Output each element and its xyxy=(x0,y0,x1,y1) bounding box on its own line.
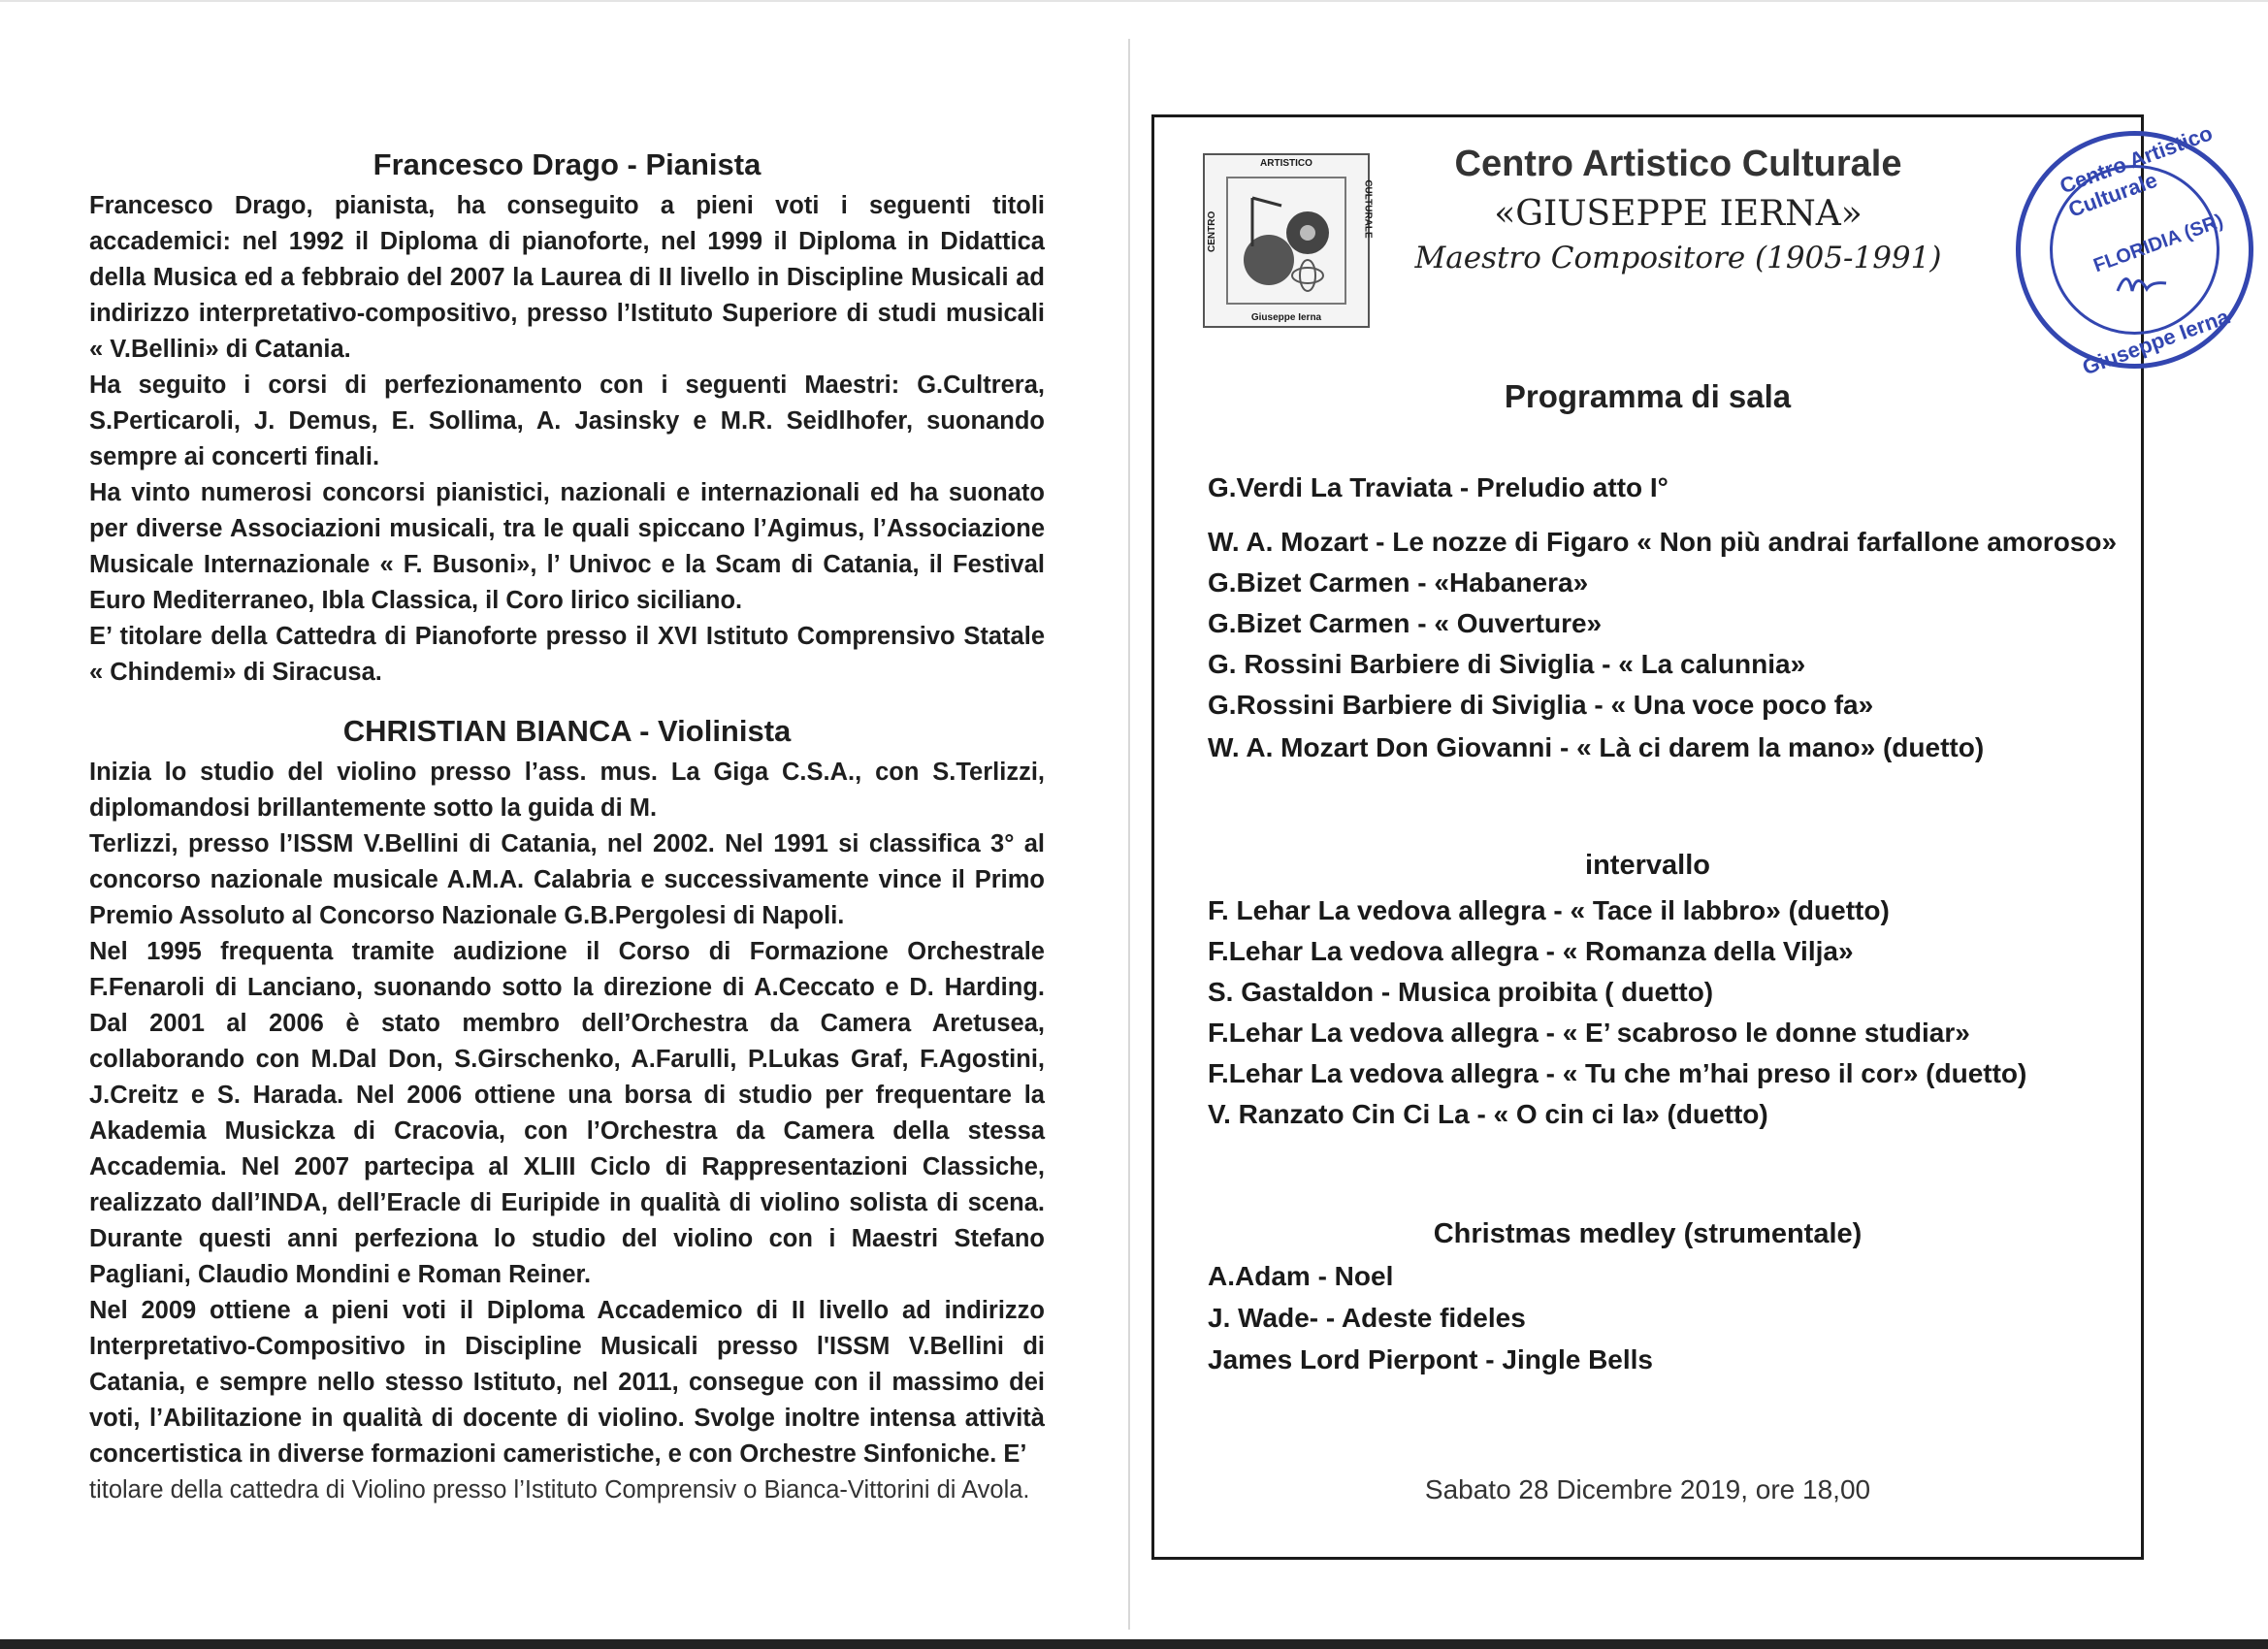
logo-text-right: CULTURALE xyxy=(1362,179,1374,239)
stamp-text-top: Centro Artistico Culturale xyxy=(2056,120,2216,222)
program-item: J. Wade- - Adeste fideles xyxy=(1208,1303,1526,1333)
bio-paragraph: Nel 2009 ottiene a pieni voti il Diploma Accademico di II livello ad indirizzo Interpretativo-Compositivo in Discipline Musicali presso l'ISSM V.Bellini di Catania, e sempre nello stesso Istituto, nel 2011, consegue con il massimo dei voti, l’Abilitazione in qualità di docente di violino. Svolge inoltre intensa attività concertistica in diverse formazioni cameristiche, e con Orchestre Sinfoniche. E’ xyxy=(89,1297,1045,1468)
bio-paragraph: Inizia lo studio del violino presso l’ass. mus. La Giga C.S.A., con S.Terlizzi, diplomandosi brillantemente sotto la guida di M. xyxy=(89,759,1045,822)
program-item: F. Lehar La vedova allegra - « Tace il labbro» (duetto) xyxy=(1208,895,1890,925)
christmas-title: Christmas medley (strumentale) xyxy=(1433,1218,1863,1249)
logo-text-bottom: Giuseppe Ierna xyxy=(1250,312,1322,323)
program-item: W. A. Mozart - Le nozze di Figaro « Non più andrai farfallone amoroso» xyxy=(1208,527,2118,557)
section-title-pianist: Francesco Drago - Pianista xyxy=(373,147,761,181)
bio-paragraph: Francesco Drago, pianista, ha conseguito a pieni voti i seguenti titoli accademici: nel 1992 il Diploma di pianoforte, nel 1999 il Diploma in Didattica della Musica ed a febbraio del 2007 la Laurea di II livello in Discipline Musicali ad indirizzo interpretativo-compositivo, presso l’Istituto Superiore di studi musicali « V.Bellini» di Catania. xyxy=(89,192,1045,363)
bio-paragraph: Terlizzi, presso l’ISSM V.Bellini di Catania, nel 2002. Nel 1991 si classifica 3° al concorso nazionale musicale A.M.A. Calabria e successivamente vince il Primo Premio Assoluto al Concorso Nazionale G.B.Pergolesi di Napoli. xyxy=(89,830,1045,929)
program-item: A.Adam - Noel xyxy=(1208,1261,1394,1291)
program-item: W. A. Mozart Don Giovanni - « Là ci darem la mano» (duetto) xyxy=(1208,732,1985,762)
page-bottom-edge xyxy=(0,1639,2268,1649)
program-item: F.Lehar La vedova allegra - « Romanza della Vilja» xyxy=(1208,936,1854,966)
program-item: G.Verdi La Traviata - Preludio atto I° xyxy=(1208,472,1669,502)
org-name: «GIUSEPPE IERNA» xyxy=(1494,194,1863,234)
program-item: G. Rossini Barbiere di Siviglia - « La calunnia» xyxy=(1208,649,1806,679)
official-stamp xyxy=(2016,120,2253,380)
program-item: G.Rossini Barbiere di Siviglia - « Una voce poco fa» xyxy=(1208,690,1874,720)
left-page xyxy=(89,146,1045,1508)
logo-text-left: CENTRO xyxy=(1207,210,1217,252)
stamp-text-mid: FLORIDIA (SR) xyxy=(2090,210,2226,277)
interval-label: intervallo xyxy=(1585,850,1710,881)
music-emblem-icon xyxy=(1228,178,1345,303)
program-item: James Lord Pierpont - Jingle Bells xyxy=(1208,1344,1654,1374)
program-item: G.Bizet Carmen - « Ouverture» xyxy=(1208,608,1603,638)
bio-paragraph: Nel 1995 frequenta tramite audizione il Corso di Formazione Orchestrale F.Fenaroli di Lanciano, suonando sotto la direzione di A.Ceccato e D. Harding. Dal 2001 al 2006 è stato membro dell’Orchestra da Camera Aretusea, collaborando con M.Dal Don, S.Girschenko, A.Farulli, P.Lukas Graf, F.Agostini, J.Creitz e S. Harada. Nel 2006 ottiene una borsa di studio per frequentare la Akademia Musickza di Cracovia, con l’Orchestra da Camera della stessa Accademia. Nel 2007 partecipa al XLIII Ciclo di Rappresentazioni Classiche, realizzato dall’INDA, dell’Eracle di Euripide in qualità di violino solista di scena. Durante questi anni perfeziona lo studio del violino con i Maestri Stefano Pagliani, Claudio Mondini e Roman Reiner. xyxy=(89,938,1045,1288)
section-title-violinist: CHRISTIAN BIANCA - Violinista xyxy=(342,714,792,748)
program-item: G.Bizet Carmen - «Habanera» xyxy=(1208,567,1589,598)
signature-icon xyxy=(2113,262,2171,301)
bio-paragraph: titolare della cattedra di Violino presso l’Istituto Comprensiv o Bianca-Vittorini di Avola. xyxy=(89,1476,1030,1504)
bio-paragraph: E’ titolare della Cattedra di Pianoforte presso il XVI Istituto Comprensivo Statale « Chindemi» di Siracusa. xyxy=(89,623,1045,686)
org-subtitle: Maestro Compositore (1905-1991) xyxy=(1414,241,1942,275)
bio-paragraph: Ha vinto numerosi concorsi pianistici, nazionali e internazionali ed ha suonato per diverse Associazioni musicali, tra le quali spiccano l’Agimus, l’Associazione Musicale Internazionale « F. Busoni», l’ Univoc e la Scam di Catania, il Festival Euro Mediterraneo, Ibla Classica, il Coro lirico siciliano. xyxy=(89,479,1045,614)
program-item: S. Gastaldon - Musica proibita ( duetto) xyxy=(1208,977,1714,1007)
page-fold-line xyxy=(1128,39,1130,1630)
page-top-edge xyxy=(0,0,2268,2)
logo-emblem xyxy=(1226,177,1346,305)
logo-text-top: ARTISTICO xyxy=(1260,158,1312,169)
bio-paragraph: Ha seguito i corsi di perfezionamento con i seguenti Maestri: G.Cultrera, S.Perticaroli, J. Demus, E. Sollima, A. Jasinsky e M.R. Seidlhofer, suonando sempre ai concerti finali. xyxy=(89,372,1045,470)
program-title: Programma di sala xyxy=(1504,378,1792,414)
stamp-text-bottom: Giuseppe Ierna xyxy=(2079,304,2233,380)
org-title: Centro Artistico Culturale xyxy=(1454,144,1902,184)
program-item: F.Lehar La vedova allegra - « E’ scabroso le donne studiar» xyxy=(1208,1018,1970,1048)
concert-date: Sabato 28 Dicembre 2019, ore 18,00 xyxy=(1424,1474,1871,1504)
org-logo xyxy=(1203,153,1374,328)
program-item: F.Lehar La vedova allegra - « Tu che m’hai preso il cor» (duetto) xyxy=(1208,1058,2027,1088)
program-item: V. Ranzato Cin Ci La - « O cin ci la» (duetto) xyxy=(1208,1099,1768,1129)
